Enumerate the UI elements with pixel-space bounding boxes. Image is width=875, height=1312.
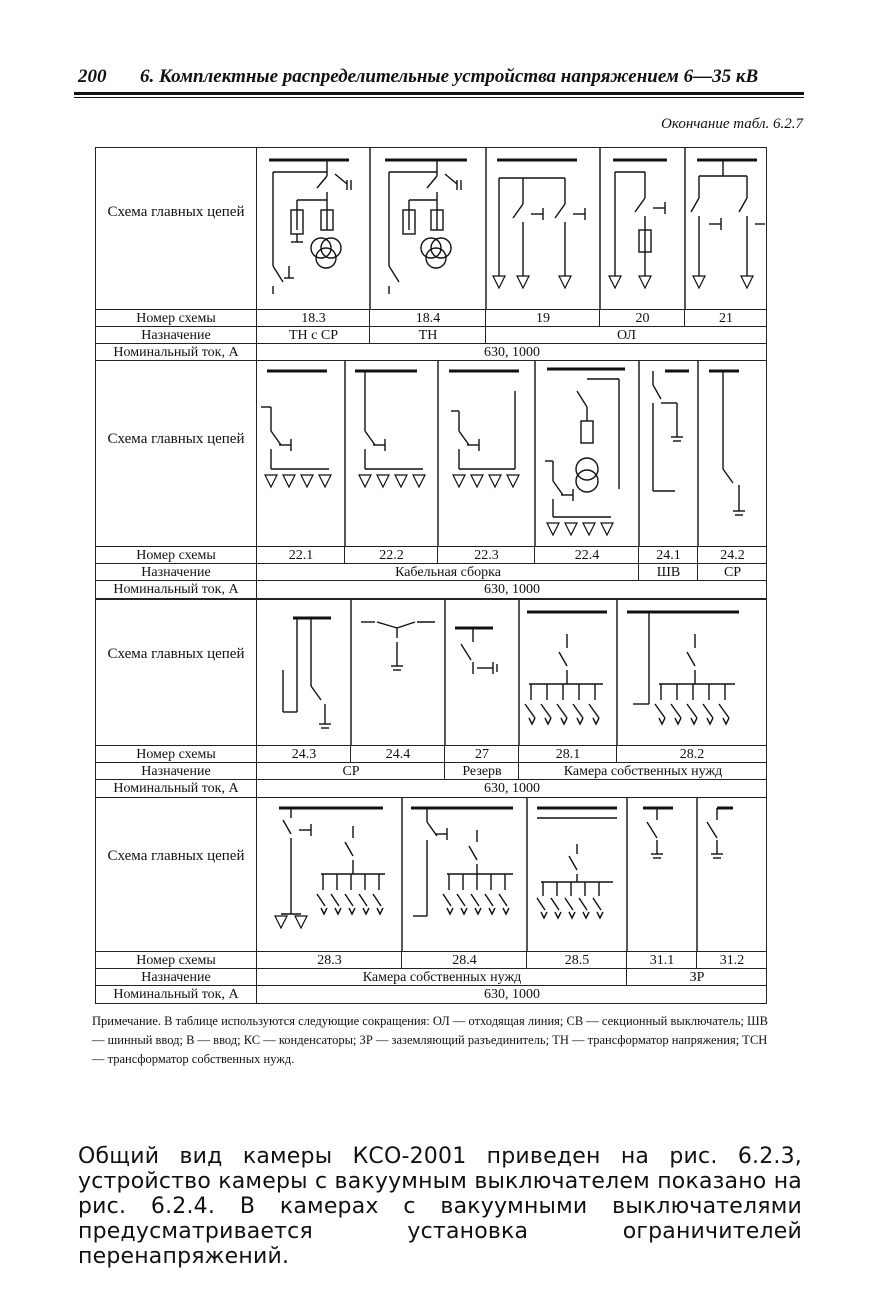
row-current (96, 779, 766, 797)
row-current (96, 580, 766, 598)
cell-number: 27 (444, 746, 519, 763)
cell-purpose: Камера собственных нужд (256, 969, 627, 986)
cell-current: 630, 1000 (256, 986, 767, 1003)
row-number (96, 546, 766, 564)
cell-purpose: Резерв (444, 763, 519, 780)
cell-number: 28.5 (526, 952, 627, 969)
table-block-1 (95, 147, 767, 361)
cell-purpose: ЗР (626, 969, 767, 986)
cell-number: 28.3 (256, 952, 402, 969)
cell-number: 22.4 (534, 547, 639, 564)
cell-number: 31.2 (696, 952, 767, 969)
table-footnote: Примечание. В таблице используются следующие сокращения: ОЛ — отходящая линия; СВ — секционный выключатель; ШВ — шинный ввод; В — ввод; КС — конденсаторы; ЗР — заземляющий разъединитель; ТН — трансформатор напряжения; ТСН — трансформатор собственных нужд. (92, 1014, 768, 1066)
header-rule (74, 92, 804, 95)
cell-number: 28.4 (401, 952, 527, 969)
row-current (96, 985, 766, 1003)
schema-diagrams-1 (257, 148, 766, 309)
row-purpose (96, 762, 766, 780)
cell-purpose: Кабельная сборка (256, 564, 639, 581)
label-purpose: Назначение (96, 564, 257, 581)
row-purpose (96, 968, 766, 986)
cell-number: 21 (684, 310, 767, 327)
page-number: 200 (78, 66, 107, 87)
cell-purpose: ТН (369, 327, 486, 344)
row-number (96, 309, 766, 327)
row-current (96, 343, 766, 361)
cell-number: 22.2 (344, 547, 438, 564)
label-purpose: Назначение (96, 969, 257, 986)
row-purpose (96, 326, 766, 344)
body-paragraph: Общий вид камеры КСО-2001 приведен на рис. 6.2.3, устройство камеры с вакуумным выключателем показано на рис. 6.2.4. В камерах с вакуумными выключателями предусматривается установка ограничителей перенапряжений. (78, 1144, 802, 1269)
schema-diagrams-2 (257, 361, 766, 546)
cell-number: 20 (599, 310, 685, 327)
cell-purpose: ТН с СР (256, 327, 370, 344)
schema-label: Схема главных цепей (107, 848, 245, 864)
label-purpose: Назначение (96, 327, 257, 344)
label-number: Номер схемы (96, 310, 257, 327)
schema-label: Схема главных цепей (107, 646, 245, 662)
schema-diagrams-3 (257, 600, 766, 745)
cell-purpose: СР (256, 763, 445, 780)
cell-number: 24.3 (256, 746, 351, 763)
cell-number: 22.1 (256, 547, 345, 564)
cell-number: 18.3 (256, 310, 370, 327)
label-purpose: Назначение (96, 763, 257, 780)
cell-number: 28.1 (518, 746, 617, 763)
table-block-3 (95, 599, 767, 798)
label-current: Номинальный ток, А (96, 780, 257, 797)
cell-purpose: СР (697, 564, 767, 581)
cell-number: 18.4 (369, 310, 486, 327)
schema-label: Схема главных цепей (107, 431, 245, 447)
chapter-title: 6. Комплектные распределительные устройства напряжением 6—35 кВ (140, 66, 759, 87)
row-number (96, 745, 766, 763)
row-number (96, 951, 766, 969)
label-current: Номинальный ток, А (96, 581, 257, 598)
row-purpose (96, 563, 766, 581)
table-block-4 (95, 797, 767, 1004)
cell-number: 19 (485, 310, 600, 327)
cell-current: 630, 1000 (256, 344, 767, 361)
table-continuation-note: Окончание табл. 6.2.7 (661, 116, 803, 132)
label-current: Номинальный ток, А (96, 986, 257, 1003)
cell-number: 31.1 (626, 952, 697, 969)
schema-diagrams-4 (257, 798, 766, 951)
cell-purpose: Камера собственных нужд (518, 763, 767, 780)
table-block-2 (95, 360, 767, 599)
cell-number: 28.2 (616, 746, 767, 763)
header-rule-thin (74, 97, 804, 98)
label-number: Номер схемы (96, 952, 257, 969)
cell-number: 22.3 (437, 547, 535, 564)
label-number: Номер схемы (96, 547, 257, 564)
cell-purpose: ШВ (638, 564, 698, 581)
cell-current: 630, 1000 (256, 581, 767, 598)
label-number: Номер схемы (96, 746, 257, 763)
cell-number: 24.2 (697, 547, 767, 564)
cell-purpose: ОЛ (485, 327, 767, 344)
cell-current: 630, 1000 (256, 780, 767, 797)
running-header (78, 66, 803, 88)
schema-label: Схема главных цепей (107, 204, 245, 220)
label-current: Номинальный ток, А (96, 344, 257, 361)
cell-number: 24.1 (638, 547, 698, 564)
cell-number: 24.4 (350, 746, 445, 763)
